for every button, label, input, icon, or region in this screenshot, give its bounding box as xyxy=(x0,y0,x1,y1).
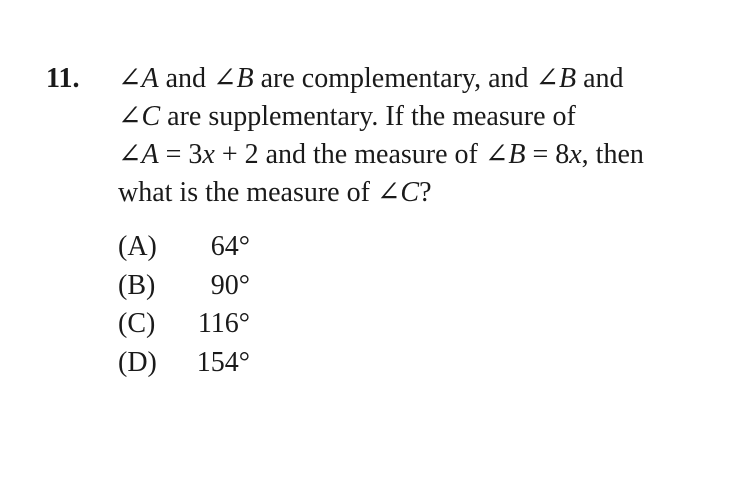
choice-value: 116° xyxy=(197,308,250,339)
variable: B xyxy=(236,63,254,94)
angle-symbol: ∠ xyxy=(118,63,142,94)
angle-symbol: ∠ xyxy=(376,177,401,208)
variable: x xyxy=(202,139,215,170)
stem-line-4 xyxy=(118,175,738,213)
variable: C xyxy=(141,101,161,132)
stem-line-2 xyxy=(118,99,738,137)
choice-letter: (D) xyxy=(118,346,157,378)
variable: x xyxy=(569,139,582,170)
choice-a[interactable] xyxy=(118,229,250,268)
question-stem xyxy=(118,61,738,213)
angle-symbol: ∠ xyxy=(118,139,142,170)
answer-choices xyxy=(118,229,250,383)
variable: B xyxy=(508,139,526,170)
stem-text: = 8 xyxy=(525,139,570,170)
choice-value: 154° xyxy=(196,346,250,378)
stem-text: what is the measure of xyxy=(118,177,377,208)
stem-line-3 xyxy=(118,137,738,175)
choice-d[interactable] xyxy=(118,345,250,384)
choice-letter: (A) xyxy=(118,231,157,262)
angle-symbol: ∠ xyxy=(118,101,142,132)
choice-letter: (C) xyxy=(118,308,156,339)
variable: C xyxy=(400,177,420,208)
angle-symbol: ∠ xyxy=(535,63,560,94)
stem-text: are complementary, and xyxy=(253,63,536,94)
stem-text: = 3 xyxy=(158,139,203,170)
stem-line-1 xyxy=(118,61,738,99)
choice-letter: (B) xyxy=(118,269,156,301)
question-number: 11. xyxy=(46,63,80,94)
choice-b[interactable] xyxy=(118,268,250,307)
choice-value: 64° xyxy=(210,231,250,262)
stem-text: and xyxy=(158,63,214,94)
variable: A xyxy=(141,63,159,94)
variable: B xyxy=(559,63,577,94)
stem-text: are supplementary. If the measure of xyxy=(160,101,576,132)
stem-text: + 2 and the measure of xyxy=(214,139,485,170)
stem-text: , then xyxy=(581,139,644,170)
stem-text: ? xyxy=(419,177,432,208)
angle-symbol: ∠ xyxy=(213,63,237,94)
choice-value: 90° xyxy=(210,269,250,301)
variable: A xyxy=(141,139,159,170)
stem-text: and xyxy=(576,63,624,94)
angle-symbol: ∠ xyxy=(484,139,509,170)
choice-c[interactable] xyxy=(118,306,250,345)
